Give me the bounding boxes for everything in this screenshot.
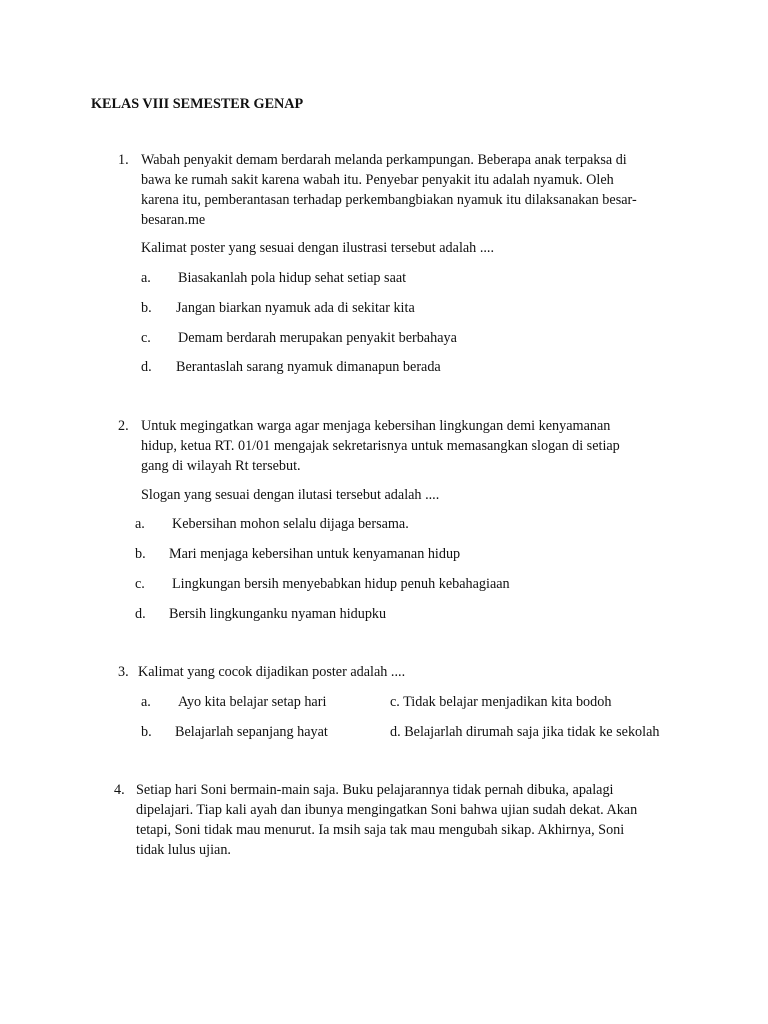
question-text-line: Untuk megingatkan warga agar menjaga kebersihan lingkungan demi kenyamanan xyxy=(141,418,611,434)
question-text-line: bawa ke rumah sakit karena wabah itu. Penyebar penyakit itu adalah nyamuk. Oleh xyxy=(141,172,614,188)
question-text-line: Wabah penyakit demam berdarah melanda perkampungan. Beberapa anak terpaksa di xyxy=(141,152,627,168)
option-text: Demam berdarah merupakan penyakit berbahaya xyxy=(178,330,457,346)
option-text: Belajarlah sepanjang hayat xyxy=(175,724,328,740)
option-text: d. Belajarlah dirumah saja jika tidak ke sekolah xyxy=(390,724,660,740)
page-title: KELAS VIII SEMESTER GENAP xyxy=(91,96,304,112)
option-letter: c. xyxy=(141,330,151,346)
question-text-line: karena itu, pemberantasan terhadap perkembangbiakan nyamuk itu dilaksanakan besar- xyxy=(141,192,637,208)
option-text: Mari menjaga kebersihan untuk kenyamanan hidup xyxy=(169,546,461,562)
question-number: 4. xyxy=(114,782,125,798)
option-text: Bersih lingkunganku nyaman hidupku xyxy=(169,606,387,622)
option-letter: c. xyxy=(135,576,145,592)
option-letter: a. xyxy=(141,270,151,286)
option-letter: b. xyxy=(141,724,152,740)
option-letter: b. xyxy=(141,300,152,316)
question-number: 2. xyxy=(118,418,129,434)
question-text-line: Setiap hari Soni bermain-main saja. Buku pelajarannya tidak pernah dibuka, apalagi xyxy=(136,782,614,798)
question-prompt: Slogan yang sesuai dengan ilutasi tersebut adalah .... xyxy=(141,487,440,503)
option-text: Kebersihan mohon selalu dijaga bersama. xyxy=(172,516,409,532)
option-letter: d. xyxy=(135,606,146,622)
option-text: Ayo kita belajar setap hari xyxy=(178,694,327,710)
question-text-line: dipelajari. Tiap kali ayah dan ibunya mengingatkan Soni bahwa ujian sudah dekat. Akan xyxy=(136,802,638,818)
option-text: Berantaslah sarang nyamuk dimanapun berada xyxy=(176,359,441,375)
question-text-line: hidup, ketua RT. 01/01 mengajak sekretarisnya untuk memasangkan slogan di setiap xyxy=(141,438,620,454)
option-text: Biasakanlah pola hidup sehat setiap saat xyxy=(178,270,407,286)
option-text: Lingkungan bersih menyebabkan hidup penuh kebahagiaan xyxy=(172,576,510,592)
option-text: Jangan biarkan nyamuk ada di sekitar kita xyxy=(176,300,415,316)
question-text-line: besaran.me xyxy=(141,212,206,228)
question-number: 1. xyxy=(118,152,129,168)
option-letter: a. xyxy=(135,516,145,532)
option-letter: a. xyxy=(141,694,151,710)
option-letter: d. xyxy=(141,359,152,375)
question-text-line: tidak lulus ujian. xyxy=(136,842,231,858)
question-text-line: gang di wilayah Rt tersebut. xyxy=(141,458,301,474)
question-text: Kalimat yang cocok dijadikan poster adalah .... xyxy=(138,664,406,680)
question-text-line: tetapi, Soni tidak mau menurut. Ia msih saja tak mau mengubah sikap. Akhirnya, Soni xyxy=(136,822,625,838)
question-prompt: Kalimat poster yang sesuai dengan ilustrasi tersebut adalah .... xyxy=(141,240,495,256)
question-number: 3. xyxy=(118,664,129,680)
option-text: c. Tidak belajar menjadikan kita bodoh xyxy=(390,694,612,710)
option-letter: b. xyxy=(135,546,146,562)
